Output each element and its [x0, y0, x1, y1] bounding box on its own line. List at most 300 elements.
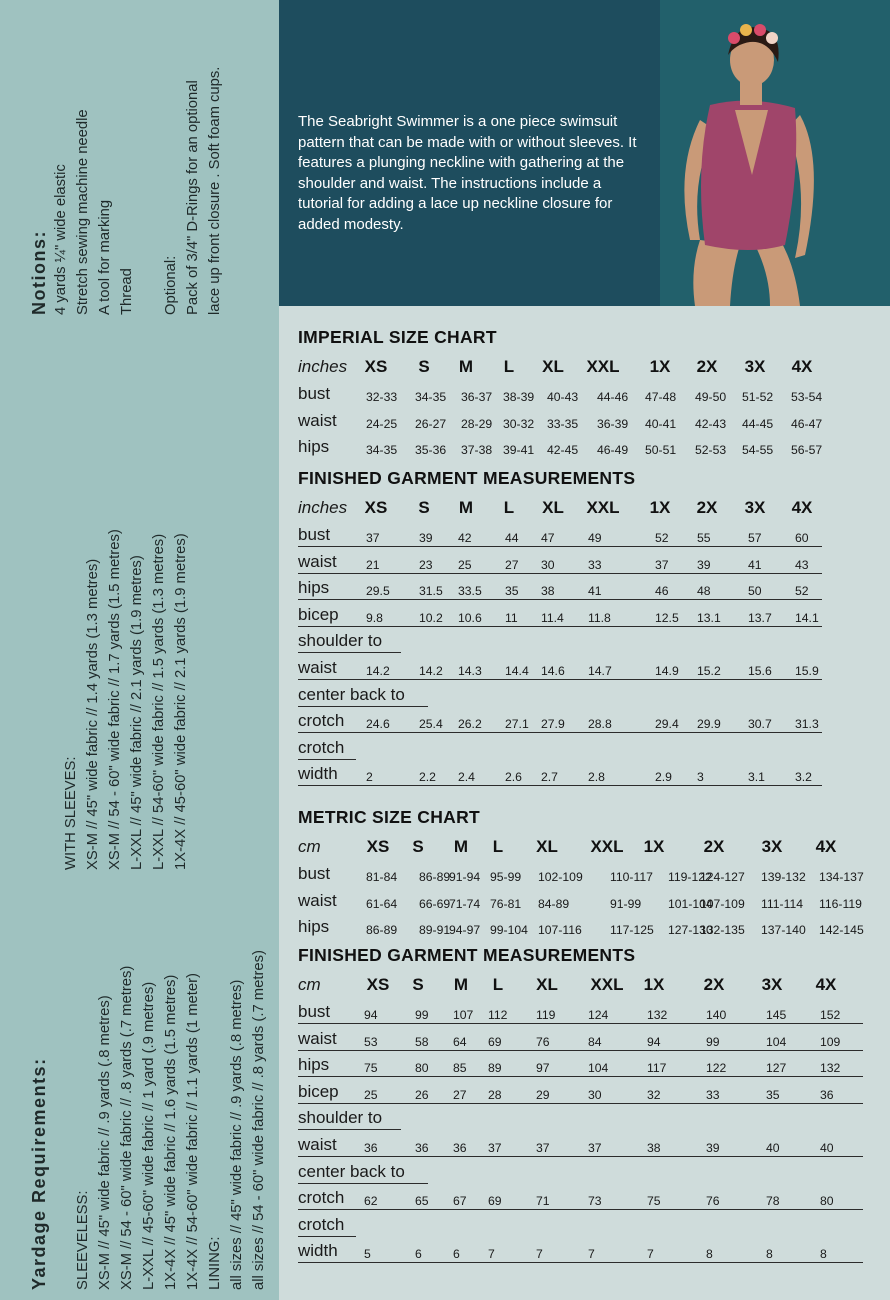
- model-photo: [660, 0, 890, 306]
- size-label: S: [418, 498, 430, 517]
- sidebar-notions-yardage: [0, 0, 279, 1300]
- size-label: XS: [364, 498, 388, 517]
- measurement-value: 107-116: [538, 923, 582, 938]
- measurement-value: 119-122: [668, 870, 712, 884]
- measurement-value: 99: [706, 1034, 720, 1049]
- measurement-row: [298, 1078, 873, 1104]
- measurement-value: 3.1: [748, 770, 765, 785]
- size-label: XL: [542, 498, 564, 517]
- measurement-value: 61-64: [366, 896, 398, 911]
- measurement-label: bust: [298, 384, 331, 403]
- measurement-value: 52: [655, 531, 669, 545]
- size-label: XXL: [586, 498, 620, 517]
- measurement-value: 69: [488, 1034, 502, 1049]
- yardage-section: [28, 966, 204, 1290]
- measurement-row: [298, 380, 873, 406]
- measurement-value: 101-104: [668, 896, 713, 911]
- size-label: 4X: [815, 975, 837, 994]
- measurement-row: [298, 601, 873, 627]
- measurement-value: 12.5: [655, 610, 679, 625]
- sleeveless-line: XS-M // 45" wide fabric // .9 yards (.8 metres): [97, 995, 113, 1290]
- measurement-value: 91-94: [449, 870, 481, 884]
- measurement-value: 44-45: [742, 416, 774, 431]
- measurement-row: [298, 521, 873, 547]
- measurement-value: 139-132: [761, 870, 806, 884]
- row-rule: [298, 785, 822, 786]
- measurement-value: 76-81: [490, 896, 522, 911]
- measurement-value: 2.4: [458, 770, 475, 785]
- measurement-value: 71: [536, 1194, 550, 1209]
- measurement-label: waist: [298, 890, 337, 910]
- notion-item: Thread: [119, 268, 135, 315]
- measurement-label: shoulder to: [298, 1108, 383, 1128]
- measurement-value: 8: [820, 1247, 827, 1262]
- notions-section: [28, 109, 138, 315]
- size-label: XXL: [590, 837, 624, 856]
- size-label: XL: [536, 975, 558, 994]
- measurement-value: 50: [748, 584, 762, 599]
- measurement-value: 28: [488, 1087, 502, 1102]
- notions-heading: Notions:: [29, 230, 49, 315]
- size-label: 1X: [649, 357, 671, 376]
- measurement-row: [298, 860, 873, 886]
- measurement-value: 10.6: [458, 610, 482, 625]
- measurement-value: 39: [697, 557, 711, 572]
- measurement-value: 14.2: [366, 664, 390, 678]
- measurement-value: 132-135: [700, 923, 745, 938]
- measurement-value: 44-46: [597, 390, 629, 404]
- measurement-value: 13.1: [697, 610, 721, 625]
- measurement-value: 23: [419, 557, 433, 572]
- measurement-value: 124: [588, 1008, 609, 1022]
- measurement-value: 54-55: [742, 443, 774, 458]
- measurement-label: crotch: [298, 711, 345, 731]
- measurement-value: 94-97: [449, 923, 481, 938]
- size-header-row: [298, 971, 873, 997]
- measurement-value: 110-117: [610, 870, 653, 884]
- measurement-value: 14.2: [419, 664, 443, 678]
- sleeves-line: 1X-4X // 45-60" wide fabric // 2.1 yards (1.9 metres): [173, 533, 189, 870]
- notion-item: Stretch sewing machine needle: [75, 109, 91, 315]
- size-label: XL: [536, 837, 558, 856]
- sleeveless-line: SLEEVELESS:: [75, 1190, 91, 1290]
- measurement-row: [298, 1237, 873, 1263]
- measurement-label: crotch: [298, 1214, 345, 1234]
- measurement-value: 104: [588, 1061, 609, 1076]
- measurement-value: 52: [795, 584, 809, 599]
- measurement-row: [298, 1158, 873, 1184]
- measurement-label: hips: [298, 437, 330, 457]
- measurement-value: 37: [536, 1141, 550, 1155]
- measurement-value: 29.9: [697, 717, 721, 732]
- measurement-value: 27: [505, 557, 519, 572]
- measurement-row: [298, 1184, 873, 1210]
- notion-item: 4 yards ¼" wide elastic: [53, 164, 69, 315]
- measurement-value: 42-45: [547, 443, 579, 458]
- measurement-label: bicep: [298, 604, 339, 624]
- measurement-label: center back to: [298, 684, 405, 704]
- measurement-row: [298, 548, 873, 574]
- chart-title: FINISHED GARMENT MEASUREMENTS: [298, 468, 636, 488]
- measurement-value: 15.9: [795, 664, 819, 678]
- measurement-label: bust: [298, 1002, 331, 1021]
- measurement-value: 38: [541, 584, 555, 599]
- size-label: XXL: [586, 357, 620, 376]
- size-label: 3X: [744, 357, 766, 376]
- measurement-value: 52-53: [695, 443, 727, 458]
- size-label: 2X: [696, 357, 718, 376]
- measurement-value: 2.2: [419, 770, 436, 785]
- size-label: 1X: [643, 975, 665, 994]
- measurement-value: 132: [820, 1061, 841, 1076]
- measurement-label: waist: [298, 551, 337, 571]
- measurement-value: 30-32: [503, 416, 535, 431]
- measurement-label: waist: [298, 1028, 337, 1048]
- measurement-value: 85: [453, 1061, 467, 1076]
- measurement-value: 46-49: [597, 443, 629, 458]
- sleeves-line: XS-M // 45" wide fabric // 1.4 yards (1.3 metres): [85, 558, 101, 870]
- measurement-label: center back to: [298, 1161, 405, 1181]
- measurement-value: 132: [647, 1008, 668, 1022]
- measurement-value: 29.5: [366, 584, 390, 599]
- measurement-value: 7: [488, 1247, 495, 1262]
- measurement-value: 24.6: [366, 717, 390, 732]
- measurement-value: 26.2: [458, 717, 482, 732]
- measurement-value: 47-48: [645, 390, 677, 404]
- measurement-label: width: [298, 1241, 338, 1261]
- optional-line: Optional:: [163, 255, 179, 315]
- measurement-value: 111-114: [761, 896, 804, 911]
- measurement-value: 32: [647, 1087, 661, 1102]
- measurement-value: 33.5: [458, 584, 482, 599]
- measurement-value: 142-145: [819, 923, 864, 938]
- measurement-value: 7: [588, 1247, 595, 1262]
- measurement-value: 46-47: [791, 416, 823, 431]
- measurement-value: 26-27: [415, 416, 447, 431]
- measurement-value: 55: [697, 531, 711, 545]
- measurement-row: [298, 1104, 873, 1130]
- measurement-value: 80: [415, 1061, 429, 1076]
- measurement-value: 7: [647, 1247, 654, 1262]
- measurement-value: 40: [820, 1141, 834, 1155]
- chart-title: METRIC SIZE CHART: [298, 807, 481, 827]
- measurement-value: 36: [453, 1141, 467, 1155]
- measurement-value: 35-36: [415, 443, 447, 458]
- model-illustration: [660, 0, 890, 306]
- measurement-value: 140: [706, 1008, 727, 1022]
- unit-label: cm: [298, 975, 321, 994]
- size-label: M: [453, 975, 469, 994]
- size-label: 3X: [744, 498, 766, 517]
- measurement-value: 36-37: [461, 390, 493, 404]
- measurement-value: 21: [366, 557, 380, 572]
- measurement-value: 117-125: [610, 923, 654, 938]
- optional-line: lace up front closure . Soft foam cups.: [207, 66, 223, 315]
- measurement-value: 40-43: [547, 390, 579, 404]
- measurement-value: 30.7: [748, 717, 772, 732]
- measurement-value: 78: [766, 1194, 780, 1209]
- measurement-label: waist: [298, 658, 337, 677]
- size-label: XL: [542, 357, 564, 376]
- sleeves-section: [60, 529, 192, 870]
- measurement-row: [298, 433, 873, 459]
- sleeveless-line: XS-M // 54 - 60" wide fabric // .8 yards (.7 metres): [119, 965, 135, 1290]
- unit-label: inches: [298, 498, 348, 517]
- measurement-value: 64: [453, 1034, 467, 1049]
- measurement-value: 3.2: [795, 770, 812, 785]
- size-header-row: [298, 494, 873, 520]
- measurement-value: 8: [766, 1247, 773, 1262]
- size-label: XXL: [590, 975, 624, 994]
- measurement-value: 71-74: [449, 896, 481, 911]
- measurement-value: 49: [588, 531, 602, 545]
- measurement-value: 3: [697, 770, 704, 785]
- yardage-heading: Yardage Requirements:: [29, 1057, 49, 1290]
- measurement-label: shoulder to: [298, 631, 383, 651]
- measurement-label: crotch: [298, 1188, 345, 1208]
- measurement-value: 26: [415, 1087, 429, 1102]
- measurement-value: 36: [415, 1141, 429, 1155]
- measurement-value: 73: [588, 1194, 602, 1209]
- pattern-description: The Seabright Swimmer is a one piece swimsuit pattern that can be made with or without sleeves. It features a plunging neckline with gathering at the shoulder and waist. The instructions include a tutorial for adding a lace up neckline closure for added modesty.: [298, 113, 637, 233]
- measurement-value: 41: [748, 557, 762, 572]
- measurement-value: 112: [488, 1008, 508, 1022]
- measurement-value: 53: [364, 1034, 378, 1049]
- measurement-label: bicep: [298, 1081, 339, 1101]
- lining-line: LINING:: [207, 1236, 223, 1290]
- measurement-value: 14.1: [795, 610, 819, 625]
- measurement-row: [298, 1131, 873, 1157]
- measurement-value: 124-127: [700, 870, 745, 884]
- sleeves-line: L-XXL // 45" wide fabric // 2.1 yards (1.9 metres): [129, 555, 145, 870]
- measurement-value: 37: [588, 1141, 602, 1155]
- measurement-label: waist: [298, 1135, 337, 1154]
- measurement-value: 8: [706, 1247, 713, 1262]
- size-label: L: [492, 975, 504, 994]
- measurement-row: [298, 760, 873, 786]
- measurement-value: 35: [766, 1087, 780, 1102]
- measurement-value: 31.5: [419, 584, 443, 599]
- measurement-value: 117: [647, 1061, 667, 1076]
- measurement-row: [298, 1211, 873, 1237]
- measurement-value: 36: [820, 1087, 834, 1102]
- measurement-row: [298, 407, 873, 433]
- measurement-value: 119: [536, 1008, 556, 1022]
- size-label: M: [458, 357, 474, 376]
- measurement-label: hips: [298, 578, 330, 598]
- sleeves-line: L-XXL // 54-60" wide fabric // 1.5 yards (1.3 metres): [151, 533, 167, 870]
- measurement-value: 30: [541, 557, 555, 572]
- measurement-value: 35: [505, 584, 519, 599]
- measurement-value: 31.3: [795, 717, 819, 732]
- measurement-label: waist: [298, 410, 337, 430]
- size-label: S: [418, 357, 430, 376]
- measurement-value: 127-130: [668, 923, 713, 938]
- size-label: 2X: [703, 837, 725, 856]
- measurement-row: [298, 1051, 873, 1077]
- measurement-value: 75: [364, 1061, 378, 1076]
- measurement-value: 97: [536, 1061, 550, 1076]
- measurement-value: 91-99: [610, 896, 642, 911]
- measurement-row: [298, 574, 873, 600]
- measurement-row: [298, 998, 873, 1024]
- measurement-value: 11.4: [541, 610, 564, 625]
- measurement-value: 80: [820, 1194, 834, 1209]
- measurement-value: 53-54: [791, 390, 823, 404]
- size-label: 3X: [761, 837, 783, 856]
- measurement-value: 57: [748, 531, 762, 545]
- measurement-value: 81-84: [366, 870, 398, 884]
- measurement-label: bust: [298, 525, 331, 544]
- sleeveless-line: 1X-4X // 54-60" wide fabric // 1.1 yards (1 meter): [185, 973, 201, 1290]
- measurement-value: 37: [655, 557, 669, 572]
- measurement-value: 76: [706, 1194, 720, 1209]
- measurement-value: 25: [364, 1087, 378, 1102]
- measurement-value: 137-140: [761, 923, 806, 938]
- measurement-value: 51-52: [742, 390, 774, 404]
- size-label: XS: [366, 975, 390, 994]
- sleeves-line: XS-M // 54 - 60" wide fabric // 1.7 yards (1.5 metres): [107, 529, 123, 870]
- measurement-value: 25.4: [419, 717, 443, 732]
- measurement-value: 84-89: [538, 896, 570, 911]
- measurement-value: 28.8: [588, 717, 612, 732]
- size-label: 1X: [649, 498, 671, 517]
- measurement-value: 27.1: [505, 717, 529, 732]
- unit-label: cm: [298, 837, 321, 856]
- measurement-value: 152: [820, 1008, 841, 1022]
- size-label: 2X: [696, 498, 718, 517]
- measurement-value: 94: [647, 1034, 661, 1049]
- measurement-row: [298, 1025, 873, 1051]
- measurement-value: 89: [488, 1061, 502, 1076]
- measurement-value: 104: [766, 1034, 787, 1049]
- measurement-value: 46: [655, 584, 669, 599]
- measurement-value: 5: [364, 1247, 371, 1262]
- measurement-value: 40-41: [645, 416, 677, 431]
- measurement-value: 6: [453, 1247, 460, 1262]
- measurement-value: 109: [820, 1034, 841, 1049]
- notion-item: A tool for marking: [97, 199, 113, 315]
- size-label: L: [492, 837, 504, 856]
- optional-notions: [160, 67, 226, 315]
- measurement-value: 116-119: [819, 896, 862, 911]
- measurement-value: 86-89: [366, 923, 398, 938]
- measurement-value: 60: [795, 531, 809, 545]
- rotated-sidebar-content: [0, 0, 279, 1300]
- measurement-value: 9.8: [366, 610, 383, 625]
- size-label: L: [503, 498, 515, 517]
- measurement-row: [298, 627, 873, 653]
- measurement-value: 62: [364, 1194, 378, 1209]
- measurement-value: 2.9: [655, 770, 672, 785]
- measurement-value: 99-104: [490, 923, 528, 938]
- measurement-value: 41: [588, 584, 602, 599]
- measurement-value: 33-35: [547, 416, 579, 431]
- measurement-value: 58: [415, 1034, 429, 1049]
- measurement-value: 42-43: [695, 416, 727, 431]
- measurement-value: 42: [458, 531, 472, 545]
- measurement-value: 32-33: [366, 390, 398, 404]
- measurement-label: hips: [298, 917, 330, 937]
- measurement-value: 14.7: [588, 664, 612, 678]
- measurement-row: [298, 887, 873, 913]
- measurement-value: 107: [453, 1008, 474, 1022]
- measurement-value: 145: [766, 1008, 787, 1022]
- measurement-value: 48: [697, 584, 711, 599]
- size-header-row: [298, 353, 873, 379]
- measurement-value: 49-50: [695, 390, 727, 404]
- measurement-row: [298, 734, 873, 760]
- measurement-value: 56-57: [791, 443, 823, 458]
- measurement-row: [298, 681, 873, 707]
- measurement-value: 14.4: [505, 664, 529, 678]
- measurement-value: 38-39: [503, 390, 535, 404]
- measurement-label: crotch: [298, 737, 345, 757]
- measurement-value: 127: [766, 1061, 787, 1076]
- measurement-value: 14.6: [541, 664, 565, 678]
- measurement-value: 134-137: [819, 870, 864, 884]
- sleeveless-line: 1X-4X // 45" wide fabric // 1.6 yards (1.5 metres): [163, 974, 179, 1290]
- measurement-value: 47: [541, 531, 555, 545]
- unit-label: inches: [298, 357, 348, 376]
- size-label: XS: [364, 357, 388, 376]
- measurement-value: 67: [453, 1194, 467, 1209]
- measurement-label: hips: [298, 1055, 330, 1075]
- size-label: 4X: [791, 357, 813, 376]
- measurement-row: [298, 913, 873, 939]
- measurement-value: 24-25: [366, 416, 398, 431]
- measurement-value: 7: [536, 1247, 543, 1262]
- measurement-value: 15.6: [748, 664, 772, 678]
- size-label: 4X: [791, 498, 813, 517]
- size-label: S: [412, 837, 424, 856]
- measurement-value: 11: [505, 610, 518, 625]
- measurement-value: 2: [366, 770, 373, 785]
- measurement-value: 44: [505, 531, 519, 545]
- measurement-value: 39-41: [503, 443, 535, 458]
- measurement-value: 27.9: [541, 717, 565, 732]
- measurement-value: 2.6: [505, 770, 522, 785]
- measurement-value: 99: [415, 1008, 429, 1022]
- measurement-row: [298, 654, 873, 680]
- measurement-value: 2.7: [541, 770, 558, 785]
- size-label: 4X: [815, 837, 837, 856]
- optional-line: Pack of 3/4" D-Rings for an optional: [185, 80, 201, 315]
- measurement-value: 66-69: [419, 896, 451, 911]
- measurement-value: 33: [706, 1087, 720, 1102]
- measurement-value: 69: [488, 1194, 502, 1209]
- measurement-value: 6: [415, 1247, 422, 1262]
- measurement-value: 11.8: [588, 610, 611, 625]
- size-header-row: [298, 833, 873, 859]
- measurement-value: 102-109: [538, 870, 583, 884]
- lining-section: [204, 950, 270, 1290]
- measurement-value: 34-35: [415, 390, 447, 404]
- measurement-value: 65: [415, 1194, 429, 1209]
- measurement-value: 39: [419, 531, 433, 545]
- size-label: 3X: [761, 975, 783, 994]
- measurement-value: 122: [706, 1061, 727, 1076]
- measurement-value: 39: [706, 1141, 720, 1155]
- measurement-value: 37: [488, 1141, 502, 1155]
- measurement-value: 76: [536, 1034, 550, 1049]
- measurement-value: 2.8: [588, 770, 605, 785]
- size-label: L: [503, 357, 515, 376]
- measurement-value: 28-29: [461, 416, 493, 431]
- measurement-value: 37-38: [461, 443, 493, 458]
- size-label: M: [458, 498, 474, 517]
- measurement-value: 43: [795, 557, 809, 572]
